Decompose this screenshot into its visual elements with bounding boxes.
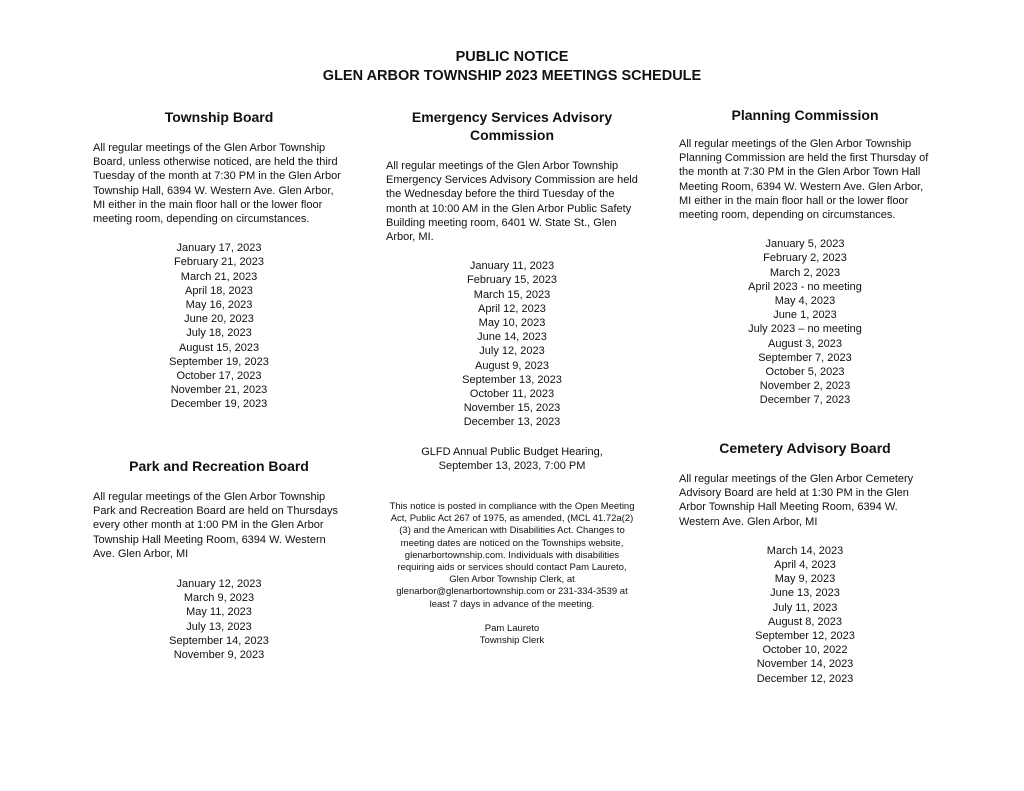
compliance-notice-text: This notice is posted in compliance with the Open Meeting Act, Public Act 267 of 1975, as amended, (MCL 41.72a(2)(3) and the American with Disabilities Act. Changes to meeting dates are noticed on the Townships website, glenarbortownship.com. Individuals with disabilities requiring aids or services should contact Pam Laureto, Glen Arbor Township Clerk, at glenarbor@glenarbortownship.com or 231-334-3539 at least 7 days in advance of the meeting. bbox=[389, 501, 635, 610]
budget-hearing-line1: GLFD Annual Public Budget Hearing, bbox=[421, 445, 603, 458]
planning-commission-description: All regular meetings of the Glen Arbor Township Planning Commission are held the first Thursday of the month at 7:30 PM in the Glen Arbor Town Hall Meeting Room, 6394 W. Western Ave. Glen Arbor, MI either in the main floor hall or the lower floor meeting room, depending on circumstances. bbox=[679, 138, 929, 222]
meeting-date: June 13, 2023 bbox=[770, 587, 840, 600]
meeting-date: April 4, 2023 bbox=[774, 559, 836, 572]
meeting-date: March 9, 2023 bbox=[183, 592, 255, 605]
meeting-date: June 14, 2023 bbox=[477, 331, 547, 344]
meeting-date: February 2, 2023 bbox=[763, 252, 847, 265]
meeting-date: August 8, 2023 bbox=[767, 615, 842, 628]
meeting-date: December 13, 2023 bbox=[463, 416, 561, 429]
meeting-date: October 10, 2022 bbox=[762, 644, 848, 657]
meeting-date: November 14, 2023 bbox=[756, 658, 854, 671]
meeting-date: January 17, 2023 bbox=[176, 242, 262, 255]
meeting-date: July 2023 – no meeting bbox=[748, 323, 862, 336]
signer-name: Pam Laureto bbox=[484, 622, 540, 634]
meeting-date: February 21, 2023 bbox=[174, 256, 264, 269]
meeting-date: January 5, 2023 bbox=[765, 238, 845, 251]
township-board-dates bbox=[93, 241, 345, 411]
meeting-date: September 7, 2023 bbox=[758, 351, 852, 364]
planning-commission-dates bbox=[679, 237, 931, 407]
meeting-date: September 13, 2023 bbox=[462, 373, 562, 386]
meeting-date: March 2, 2023 bbox=[769, 266, 841, 279]
meeting-date: January 12, 2023 bbox=[176, 578, 262, 591]
park-recreation-dates bbox=[93, 577, 345, 662]
meeting-date: July 12, 2023 bbox=[479, 345, 545, 358]
meeting-date: June 1, 2023 bbox=[773, 309, 837, 322]
page-subtitle: GLEN ARBOR TOWNSHIP 2023 MEETINGS SCHEDULE bbox=[322, 68, 702, 84]
park-recreation-heading: Park and Recreation Board bbox=[129, 458, 309, 474]
meeting-date: July 18, 2023 bbox=[186, 327, 252, 340]
meeting-date: March 15, 2023 bbox=[473, 288, 551, 301]
meeting-date: April 18, 2023 bbox=[185, 284, 253, 297]
meeting-date: October 17, 2023 bbox=[176, 370, 262, 383]
cemetery-board-heading: Cemetery Advisory Board bbox=[719, 440, 891, 456]
meeting-date: May 9, 2023 bbox=[774, 573, 836, 586]
meeting-date: September 19, 2023 bbox=[169, 355, 269, 368]
emergency-services-heading: Emergency Services Advisory Commission bbox=[411, 109, 613, 143]
meeting-date: September 14, 2023 bbox=[169, 634, 269, 647]
township-board-description: All regular meetings of the Glen Arbor Township Board, unless otherwise noticed, are held the third Tuesday of the month at 7:30 PM in the Glen Arbor Township Hall, 6394 W. Western Ave. Glen Arbor, MI either in the main floor hall or the lower floor meeting room, depending on circumstances. bbox=[93, 142, 341, 226]
meeting-date: September 12, 2023 bbox=[755, 630, 855, 643]
meeting-date: January 11, 2023 bbox=[469, 260, 555, 273]
budget-hearing-line2: September 13, 2023, 7:00 PM bbox=[438, 459, 586, 472]
meeting-date: August 3, 2023 bbox=[767, 337, 842, 350]
township-board-heading: Township Board bbox=[164, 109, 274, 125]
park-recreation-description: All regular meetings of the Glen Arbor Township Park and Recreation Board are held on Thursdays every other month at 1:00 PM in the Glen Arbor Township Hall Meeting Room, 6394 W. Western Ave. Glen Arbor, MI bbox=[93, 491, 338, 560]
meeting-date: March 14, 2023 bbox=[766, 544, 844, 557]
meeting-date: March 21, 2023 bbox=[180, 270, 258, 283]
cemetery-board-description: All regular meetings of the Glen Arbor Cemetery Advisory Board are held at 1:30 PM in the Glen Arbor Township Hall Meeting Room, 6394 W. Western Ave. Glen Arbor, MI bbox=[679, 473, 914, 528]
meeting-date: October 11, 2023 bbox=[469, 388, 555, 401]
meeting-date: November 15, 2023 bbox=[463, 402, 561, 415]
signer-title: Township Clerk bbox=[479, 635, 545, 647]
meeting-date: October 5, 2023 bbox=[765, 366, 845, 379]
emergency-services-description: All regular meetings of the Glen Arbor Township Emergency Services Advisory Commission are held the Wednesday before the third Tuesday of the month at 10:00 AM in the Glen Arbor Public Safety Building meeting room, 6401 W. State St., Glen Arbor, MI. bbox=[386, 160, 638, 244]
compliance-notice-section bbox=[388, 501, 636, 647]
cemetery-board-dates bbox=[679, 544, 931, 686]
meeting-date: December 12, 2023 bbox=[756, 672, 854, 685]
emergency-services-section bbox=[386, 108, 638, 473]
meeting-date: May 11, 2023 bbox=[186, 606, 252, 619]
meeting-date: April 12, 2023 bbox=[478, 302, 546, 315]
meeting-date: June 20, 2023 bbox=[184, 313, 254, 326]
meeting-date: April 2023 - no meeting bbox=[748, 280, 862, 293]
planning-commission-heading: Planning Commission bbox=[731, 107, 879, 123]
page-title: PUBLIC NOTICE bbox=[455, 49, 569, 65]
meeting-date: May 16, 2023 bbox=[185, 299, 253, 312]
meeting-date: February 15, 2023 bbox=[467, 274, 557, 287]
meeting-date: August 15, 2023 bbox=[178, 341, 260, 354]
meeting-date: July 13, 2023 bbox=[186, 620, 252, 633]
meeting-date: May 10, 2023 bbox=[478, 317, 546, 330]
meeting-date: July 11, 2023 bbox=[772, 601, 838, 614]
cemetery-board-section bbox=[679, 439, 931, 686]
meeting-date: November 21, 2023 bbox=[170, 384, 268, 397]
meeting-date: November 2, 2023 bbox=[759, 380, 851, 393]
township-board-section bbox=[93, 108, 345, 412]
planning-commission-section bbox=[679, 106, 931, 408]
meeting-date: May 4, 2023 bbox=[774, 295, 836, 308]
park-recreation-section bbox=[93, 457, 345, 662]
meeting-date: December 7, 2023 bbox=[759, 394, 851, 407]
meeting-date: December 19, 2023 bbox=[170, 398, 268, 411]
meeting-date: August 9, 2023 bbox=[474, 359, 549, 372]
emergency-services-dates bbox=[386, 259, 638, 429]
meeting-date: November 9, 2023 bbox=[173, 649, 265, 662]
